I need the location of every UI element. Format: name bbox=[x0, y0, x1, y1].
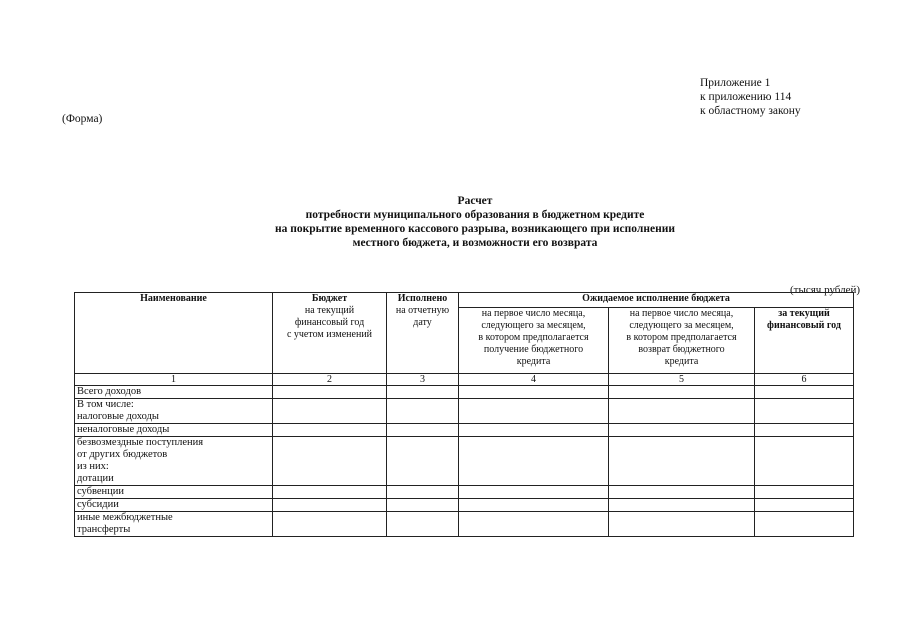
header-budget-line: Бюджет bbox=[311, 293, 348, 304]
row-label bbox=[75, 486, 273, 499]
table-cell[interactable] bbox=[387, 386, 459, 399]
column-number-row bbox=[75, 374, 854, 386]
table-cell[interactable] bbox=[387, 424, 459, 437]
col-number: 5 bbox=[609, 374, 755, 386]
header-row bbox=[75, 293, 854, 308]
table-cell[interactable] bbox=[609, 424, 755, 437]
header-budget-line: с учетом изменений bbox=[286, 329, 373, 340]
title-line: местного бюджета, и возможности его возврата bbox=[352, 237, 598, 249]
budget-calculation-table bbox=[74, 292, 854, 537]
document-title bbox=[180, 194, 770, 250]
col-number: 3 bbox=[387, 374, 459, 386]
table-cell[interactable] bbox=[387, 437, 459, 486]
sub-line: получение бюджетного bbox=[483, 344, 584, 355]
table-cell[interactable] bbox=[459, 499, 609, 512]
row-label-line: иные межбюджетные bbox=[77, 512, 173, 523]
row-label bbox=[75, 499, 273, 512]
table-row bbox=[75, 399, 854, 424]
header-executed-line: Исполнено bbox=[397, 293, 448, 304]
sub-line: в котором предполагается bbox=[626, 332, 737, 343]
row-label-line: налоговые доходы bbox=[77, 411, 159, 422]
table-cell[interactable] bbox=[459, 486, 609, 499]
header-budget bbox=[273, 293, 387, 374]
row-label bbox=[75, 437, 273, 486]
row-label-line: безвозмездные поступления bbox=[77, 437, 204, 448]
table-cell[interactable] bbox=[755, 437, 854, 486]
table-row bbox=[75, 486, 854, 499]
row-label bbox=[75, 424, 273, 437]
table-row bbox=[75, 499, 854, 512]
header-expected bbox=[459, 293, 854, 308]
row-label-line: субвенции bbox=[77, 486, 125, 497]
appendix-line: Приложение 1 bbox=[700, 77, 771, 89]
table-cell[interactable] bbox=[387, 512, 459, 537]
row-label bbox=[75, 512, 273, 537]
table-cell[interactable] bbox=[755, 512, 854, 537]
row-label bbox=[75, 386, 273, 399]
row-label-line: Всего доходов bbox=[77, 386, 142, 397]
table-cell[interactable] bbox=[273, 499, 387, 512]
sub-line: следующего за месяцем, bbox=[481, 320, 586, 331]
header-sub-return bbox=[609, 308, 755, 374]
row-label-line: субсидии bbox=[77, 499, 119, 510]
header-executed-line: на отчетную bbox=[395, 305, 450, 316]
appendix-line: к областному закону bbox=[700, 105, 801, 117]
table-cell[interactable] bbox=[755, 486, 854, 499]
table-cell[interactable] bbox=[459, 424, 609, 437]
sub-line: на первое число месяца, bbox=[481, 308, 586, 319]
table-cell[interactable] bbox=[609, 399, 755, 424]
table-cell[interactable] bbox=[273, 486, 387, 499]
table-cell[interactable] bbox=[273, 386, 387, 399]
col-number: 1 bbox=[75, 374, 273, 386]
sub-line: возврат бюджетного bbox=[638, 344, 725, 355]
row-label bbox=[75, 399, 273, 424]
table-cell[interactable] bbox=[609, 486, 755, 499]
table-cell[interactable] bbox=[459, 512, 609, 537]
col-number: 6 bbox=[755, 374, 854, 386]
table-row bbox=[75, 437, 854, 486]
row-label-line: от других бюджетов bbox=[77, 449, 168, 460]
table-cell[interactable] bbox=[609, 499, 755, 512]
table-cell[interactable] bbox=[459, 437, 609, 486]
table-row bbox=[75, 424, 854, 437]
title-line: потребности муниципального образования в бюджетном кредите bbox=[305, 209, 645, 221]
table-cell[interactable] bbox=[387, 399, 459, 424]
col-number: 2 bbox=[273, 374, 387, 386]
header-budget-line: на текущий bbox=[304, 305, 355, 316]
appendix-reference bbox=[700, 76, 801, 118]
table-cell[interactable] bbox=[273, 424, 387, 437]
sub-line: финансовый год bbox=[767, 320, 841, 331]
table-row bbox=[75, 386, 854, 399]
table-cell[interactable] bbox=[459, 399, 609, 424]
appendix-line: к приложению 114 bbox=[700, 91, 792, 103]
header-executed-line: дату bbox=[413, 317, 432, 328]
header-sub-receive bbox=[459, 308, 609, 374]
table-row bbox=[75, 512, 854, 537]
row-label-line: неналоговые доходы bbox=[77, 424, 170, 435]
sub-line: в котором предполагается bbox=[478, 332, 589, 343]
table-cell[interactable] bbox=[755, 386, 854, 399]
sub-line: кредита bbox=[664, 356, 699, 367]
row-label-line: В том числе: bbox=[77, 399, 134, 410]
header-name-label: Наименование bbox=[140, 293, 207, 304]
header-name bbox=[75, 293, 273, 374]
title-line: Расчет bbox=[457, 195, 493, 207]
sub-line: на первое число месяца, bbox=[629, 308, 734, 319]
table-cell[interactable] bbox=[755, 399, 854, 424]
row-label-line: из них: bbox=[77, 461, 109, 472]
units-label: (тысяч рублей) bbox=[790, 284, 861, 296]
header-expected-label: Ожидаемое исполнение бюджета bbox=[582, 293, 730, 304]
table-cell[interactable] bbox=[609, 386, 755, 399]
header-executed bbox=[387, 293, 459, 374]
title-line: на покрытие временного кассового разрыва, возникающего при исполнении bbox=[275, 223, 675, 235]
sub-line: следующего за месяцем, bbox=[629, 320, 734, 331]
table-cell[interactable] bbox=[387, 486, 459, 499]
table-cell[interactable] bbox=[273, 437, 387, 486]
table-cell[interactable] bbox=[273, 512, 387, 537]
form-label: (Форма) bbox=[62, 113, 103, 125]
row-label-line: дотации bbox=[77, 473, 114, 484]
table-cell[interactable] bbox=[459, 386, 609, 399]
col-number: 4 bbox=[459, 374, 609, 386]
table-cell[interactable] bbox=[755, 499, 854, 512]
table-cell[interactable] bbox=[609, 512, 755, 537]
sub-line: за текущий bbox=[778, 308, 830, 319]
table-cell[interactable] bbox=[387, 499, 459, 512]
sub-line: кредита bbox=[516, 356, 551, 367]
header-sub-year bbox=[755, 308, 854, 374]
table-cell[interactable] bbox=[609, 437, 755, 486]
table-cell[interactable] bbox=[273, 399, 387, 424]
row-label-line: трансферты bbox=[77, 524, 131, 535]
header-budget-line: финансовый год bbox=[294, 317, 365, 328]
table-cell[interactable] bbox=[755, 424, 854, 437]
